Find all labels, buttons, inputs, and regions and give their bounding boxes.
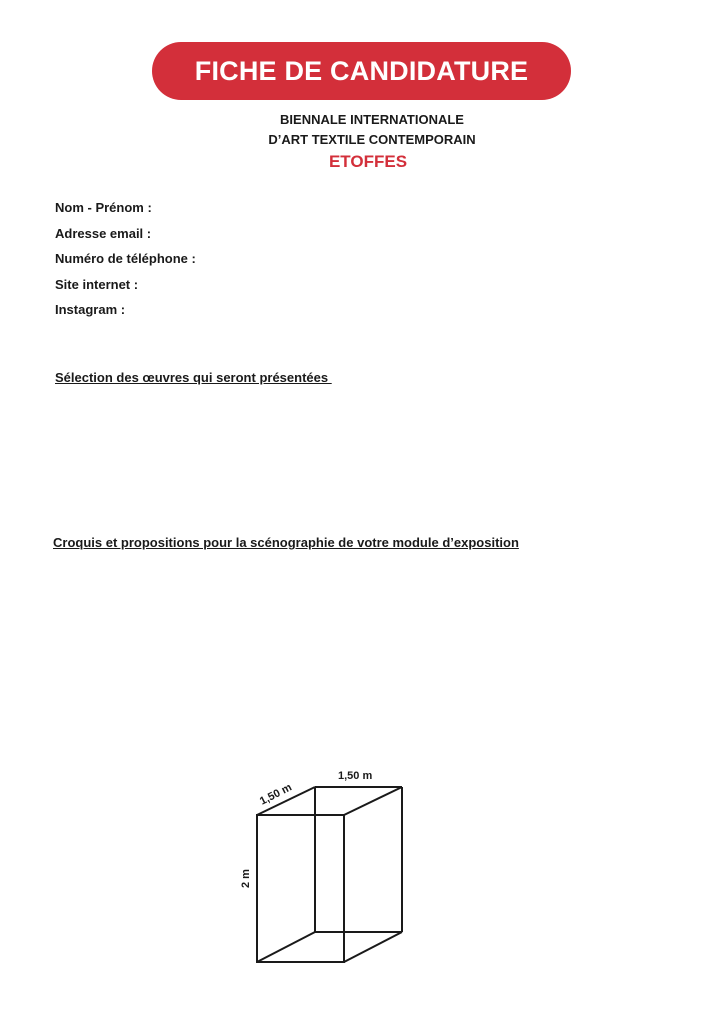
diagram-height-label: 2 m [240, 869, 252, 888]
title-banner [152, 42, 571, 100]
diagram-width-label: 1,50 m [338, 770, 373, 782]
field-label-name: Nom - Prénom : [55, 200, 152, 215]
field-label-phone: Numéro de téléphone : [55, 251, 196, 266]
section-heading-scenography: Croquis et propositions pour la scénographie de votre module d’exposition [53, 535, 519, 550]
diagram-edge-bottom-right [344, 932, 402, 962]
field-label-instagram: Instagram : [55, 302, 126, 317]
subtitle-line-1: BIENNALE INTERNATIONALE [280, 112, 464, 127]
page-title: FICHE DE CANDIDATURE [194, 55, 529, 86]
diagram-depth-label: 1,50 m [257, 781, 294, 808]
diagram-edge-bottom-left [257, 932, 315, 962]
diagram-edge-top-right [344, 787, 402, 815]
field-label-email: Adresse email : [55, 226, 152, 241]
exhibition-module-diagram [230, 760, 430, 970]
event-name: ETOFFES [328, 152, 408, 171]
section-heading-works: Sélection des œuvres qui seront présentées [55, 370, 332, 385]
field-label-website: Site internet : [55, 277, 139, 292]
subtitle-line-2: D’ART TEXTILE CONTEMPORAIN [268, 132, 476, 147]
